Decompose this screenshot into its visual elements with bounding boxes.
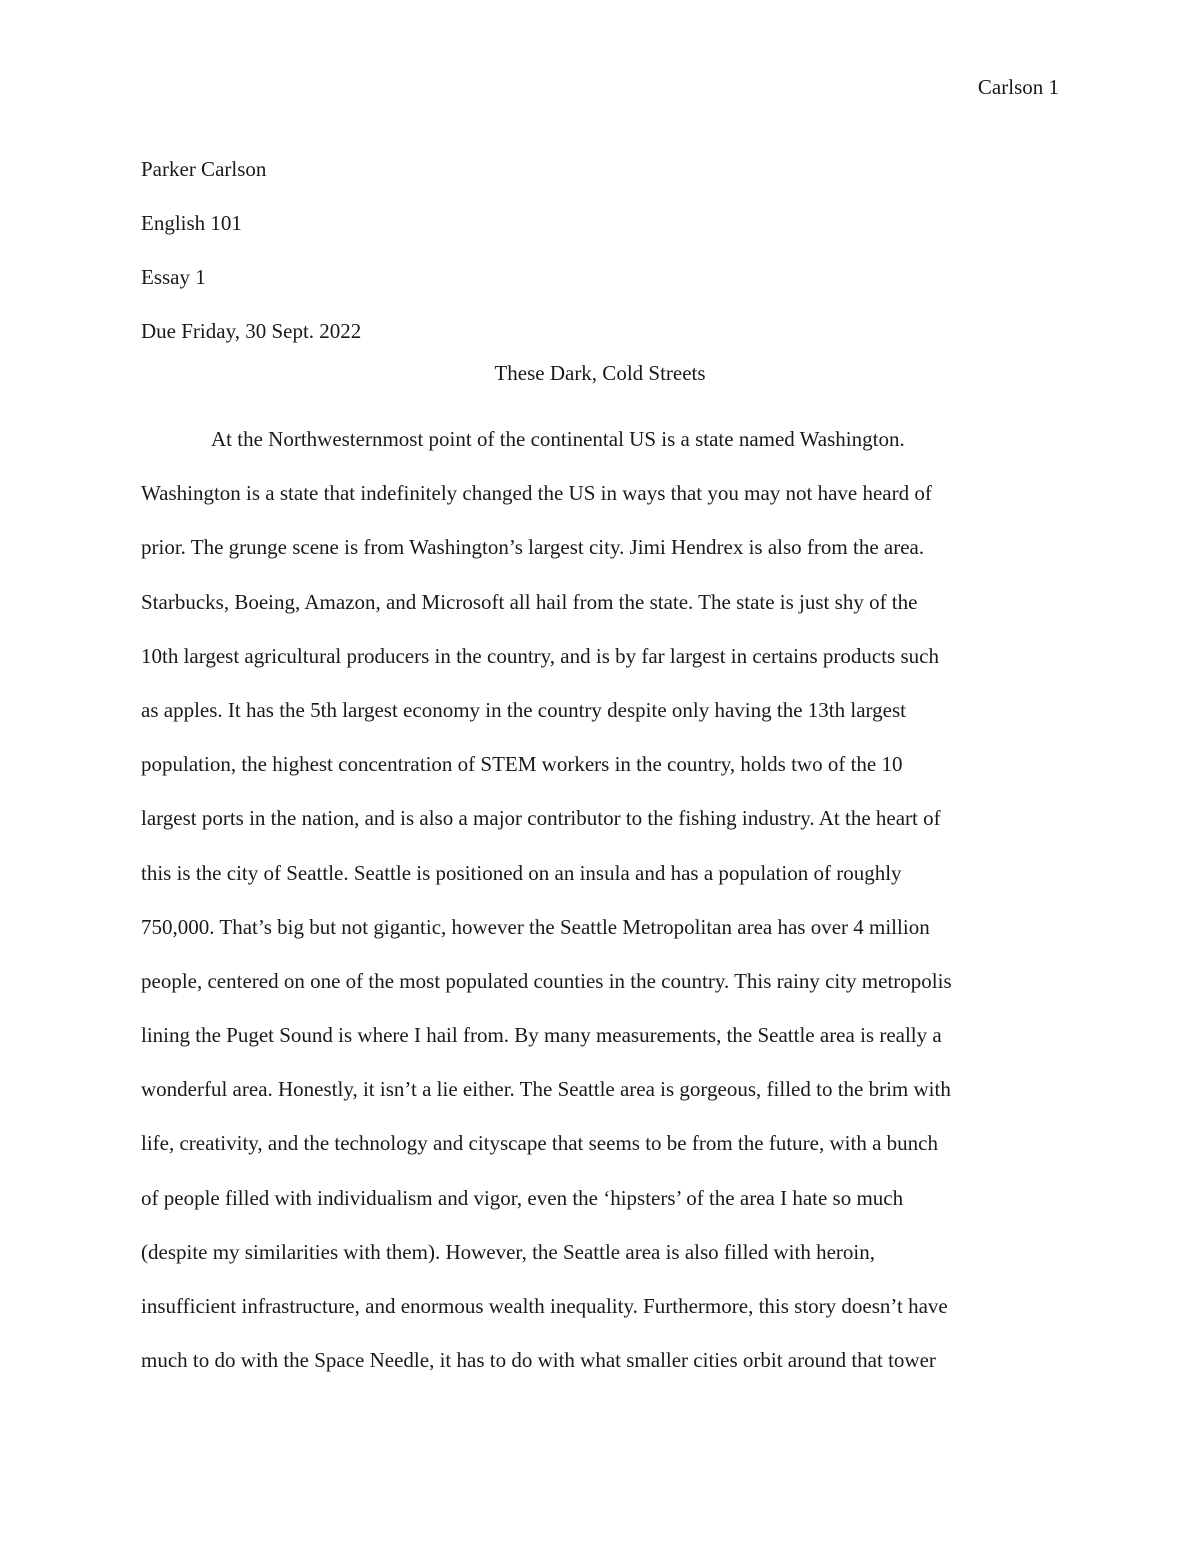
body-line: Starbucks, Boeing, Amazon, and Microsoft all hail from the state. The state is just shy of the [141,589,918,614]
mla-heading [141,142,1061,358]
body-line: insufficient infrastructure, and enormous wealth inequality. Furthermore, this story doesn’t have [141,1294,948,1318]
due-date: Due Friday, 30 Sept. 2022 [141,319,362,343]
running-head: Carlson 1 [977,75,1059,99]
author-name: Parker Carlson [141,157,267,181]
body-line: this is the city of Seattle. Seattle is positioned on an insula and has a population of roughly [141,860,902,885]
body-line: Washington is a state that indefinitely changed the US in ways that you may not have heard of [141,481,932,506]
body-line: people, centered on one of the most populated counties in the country. This rainy city metropolis [141,968,952,993]
body-line: prior. The grunge scene is from Washington’s largest city. Jimi Hendrex is also from the area. [141,535,925,560]
body-line: lining the Puget Sound is where I hail from. By many measurements, the Seattle area is really a [141,1023,942,1048]
body-line: population, the highest concentration of STEM workers in the country, holds two of the 10 [141,752,903,777]
course-name: English 101 [141,211,242,235]
body-line: largest ports in the nation, and is also a major contributor to the fishing industry. At the heart of [141,806,941,831]
body-line: life, creativity, and the technology and cityscape that seems to be from the future, with a bunch [141,1131,938,1156]
body-line: (despite my similarities with them). However, the Seattle area is also filled with heroin, [141,1239,875,1264]
body-line: 10th largest agricultural producers in the country, and is by far largest in certains products such [141,643,939,668]
assignment-name: Essay 1 [141,265,206,289]
body-line: of people filled with individualism and vigor, even the ‘hipsters’ of the area I hate so much [141,1185,904,1210]
body-line: At the Northwesternmost point of the continental US is a state named Washington. [211,427,905,451]
body-line: 750,000. That’s big but not gigantic, however the Seattle Metropolitan area has over 4 million [141,914,930,939]
body-line: wonderful area. Honestly, it isn’t a lie either. The Seattle area is gorgeous, filled to the brim with [141,1077,951,1102]
essay-body [141,412,1061,1387]
body-line: much to do with the Space Needle, it has to do with what smaller cities orbit around that tower [141,1348,936,1373]
body-line: as apples. It has the 5th largest economy in the country despite only having the 13th largest [141,697,906,722]
essay-title: These Dark, Cold Streets [494,361,706,385]
